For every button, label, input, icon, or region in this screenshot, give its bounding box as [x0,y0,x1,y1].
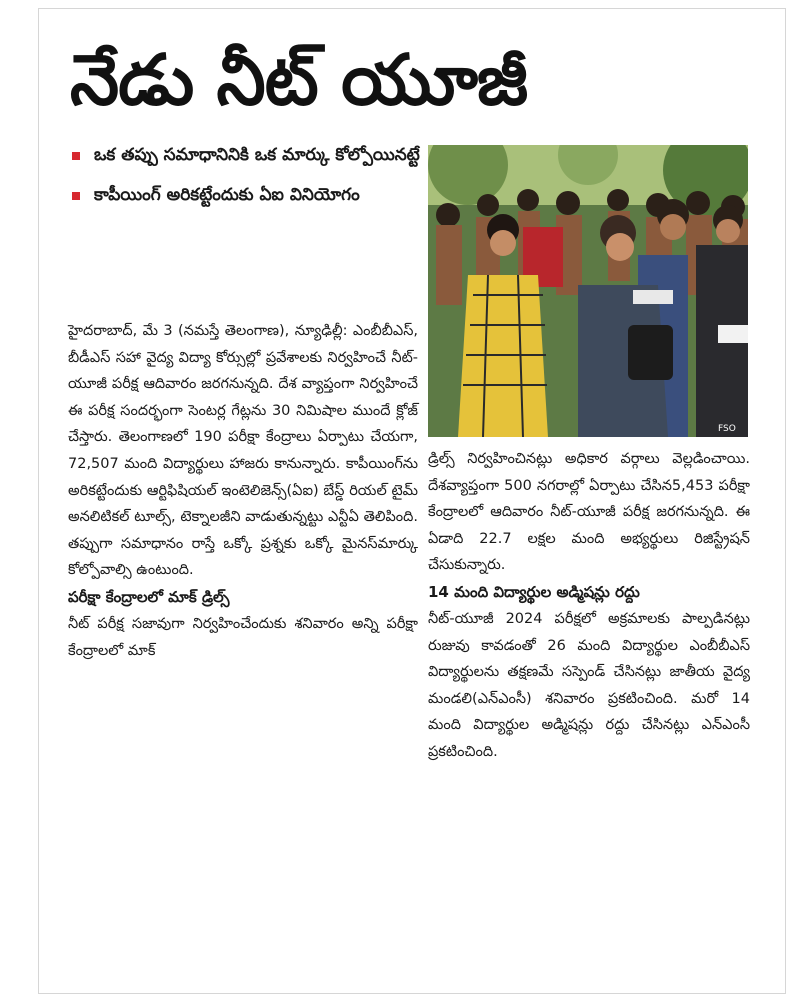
body-paragraph: డ్రిల్స్‌ నిర్వహించినట్లు అధికార వర్గాలు వెల్లడించాయి. దేశవ్యాప్తంగా 500 నగరాల్లో ఏర్పాటు చేసిన5,453 పరీక్షా కేంద్రాలలో ఆదివారం నీట్‌-యూజీ పరీక్ష జరగనున్నది. ఈ ఏడాది 22.7 లక్షల మంది అభ్యర్థులు రిజిస్ట్రేషన్‌ చేసుకున్నారు. [428,451,750,574]
body-paragraph: నీట్‌-యూజీ 2024 పరీక్షలో అక్రమాలకు పాల్పడినట్లు రుజువు కావడంతో 26 మంది విద్యార్థుల ఎంబీబీఎస్‌ విద్యార్థులను తక్షణమే సస్పెండ్‌ చేసినట్లు జాతీయ వైద్య మండలి(ఎన్‌ఎంసీ) శనివారం ప్రకటించింది. మరో 14 మంది విద్యార్థుల అడ్మిషన్లు రద్దు చేసినట్లు ఎన్‌ఎంసీ ప్రకటించింది. [428,610,750,760]
square-bullet-icon [72,192,80,200]
body-paragraph: హైదరాబాద్‌, మే 3 (నమస్తే తెలంగాణ), న్యూఢిల్లీ: ఎంబీబీఎస్‌, బీడీఎస్‌ సహా వైద్య విద్యా కోర్సుల్లో ప్రవేశాలకు నిర్వహించే నీట్‌-యూజీ పరీక్ష ఆదివారం జరగనున్నది. దేశ వ్యాప్తంగా నిర్వహించే ఈ పరీక్ష సందర్భంగా సెంటర్ల గేట్లను 30 నిమిషాల ముందే క్లోజ్‌ చేస్తారు. తెలంగాణలో 190 పరీక్షా కేంద్రాలు ఏర్పాటు చేయగా, 72,507 మంది విద్యార్థులు హాజరు కానున్నారు. కాపీయింగ్‌ను అరికట్టేందుకు ఆర్టిఫిషియల్‌ ఇంటెలిజెన్స్‌(ఏఐ) బేస్డ్‌ రియల్‌ టైమ్‌ అనలిటికల్‌ టూల్స్‌, టెక్నాలజీని వాడుతున్నట్టు ఎన్టీఏ తెలిపింది. తప్పుగా సమాధానం రాస్తే ఒక్కో ప్రశ్నకు ఒక్కో మైనస్‌మార్కు కోల్పోవాల్సి ఉంటుంది. [68,323,418,579]
left-column [68,318,418,664]
body-paragraph: నీట్‌ పరీక్ష సజావుగా నిర్వహించేందుకు శనివారం అన్ని పరీక్షా కేంద్రాలలో మాక్‌ [68,615,418,659]
subheading: పరీక్షా కేంద్రాలలో మాక్‌ డ్రిల్స్‌ [68,587,230,606]
crowd-photo-illustration [428,145,748,437]
bullet-item [70,140,420,171]
subheading: 14 మంది విద్యార్థుల అడ్మిషన్లు రద్దు [428,582,640,601]
photo-credit: FSO [718,424,736,434]
right-column [428,446,750,766]
square-bullet-icon [72,152,80,160]
bullet-list [70,140,420,220]
bullet-text: ఒక తప్పు సమాధానినికి ఒక మార్కు కోల్పోయినట్టే [94,145,420,165]
crowd-photo [428,145,748,437]
bullet-text: కాపీయింగ్‌ అరికట్టేందుకు ఏఐ వినియోగం [94,185,360,205]
bullet-item [70,180,420,211]
headline: నేడు నీట్‌ యూజీ [70,39,528,121]
